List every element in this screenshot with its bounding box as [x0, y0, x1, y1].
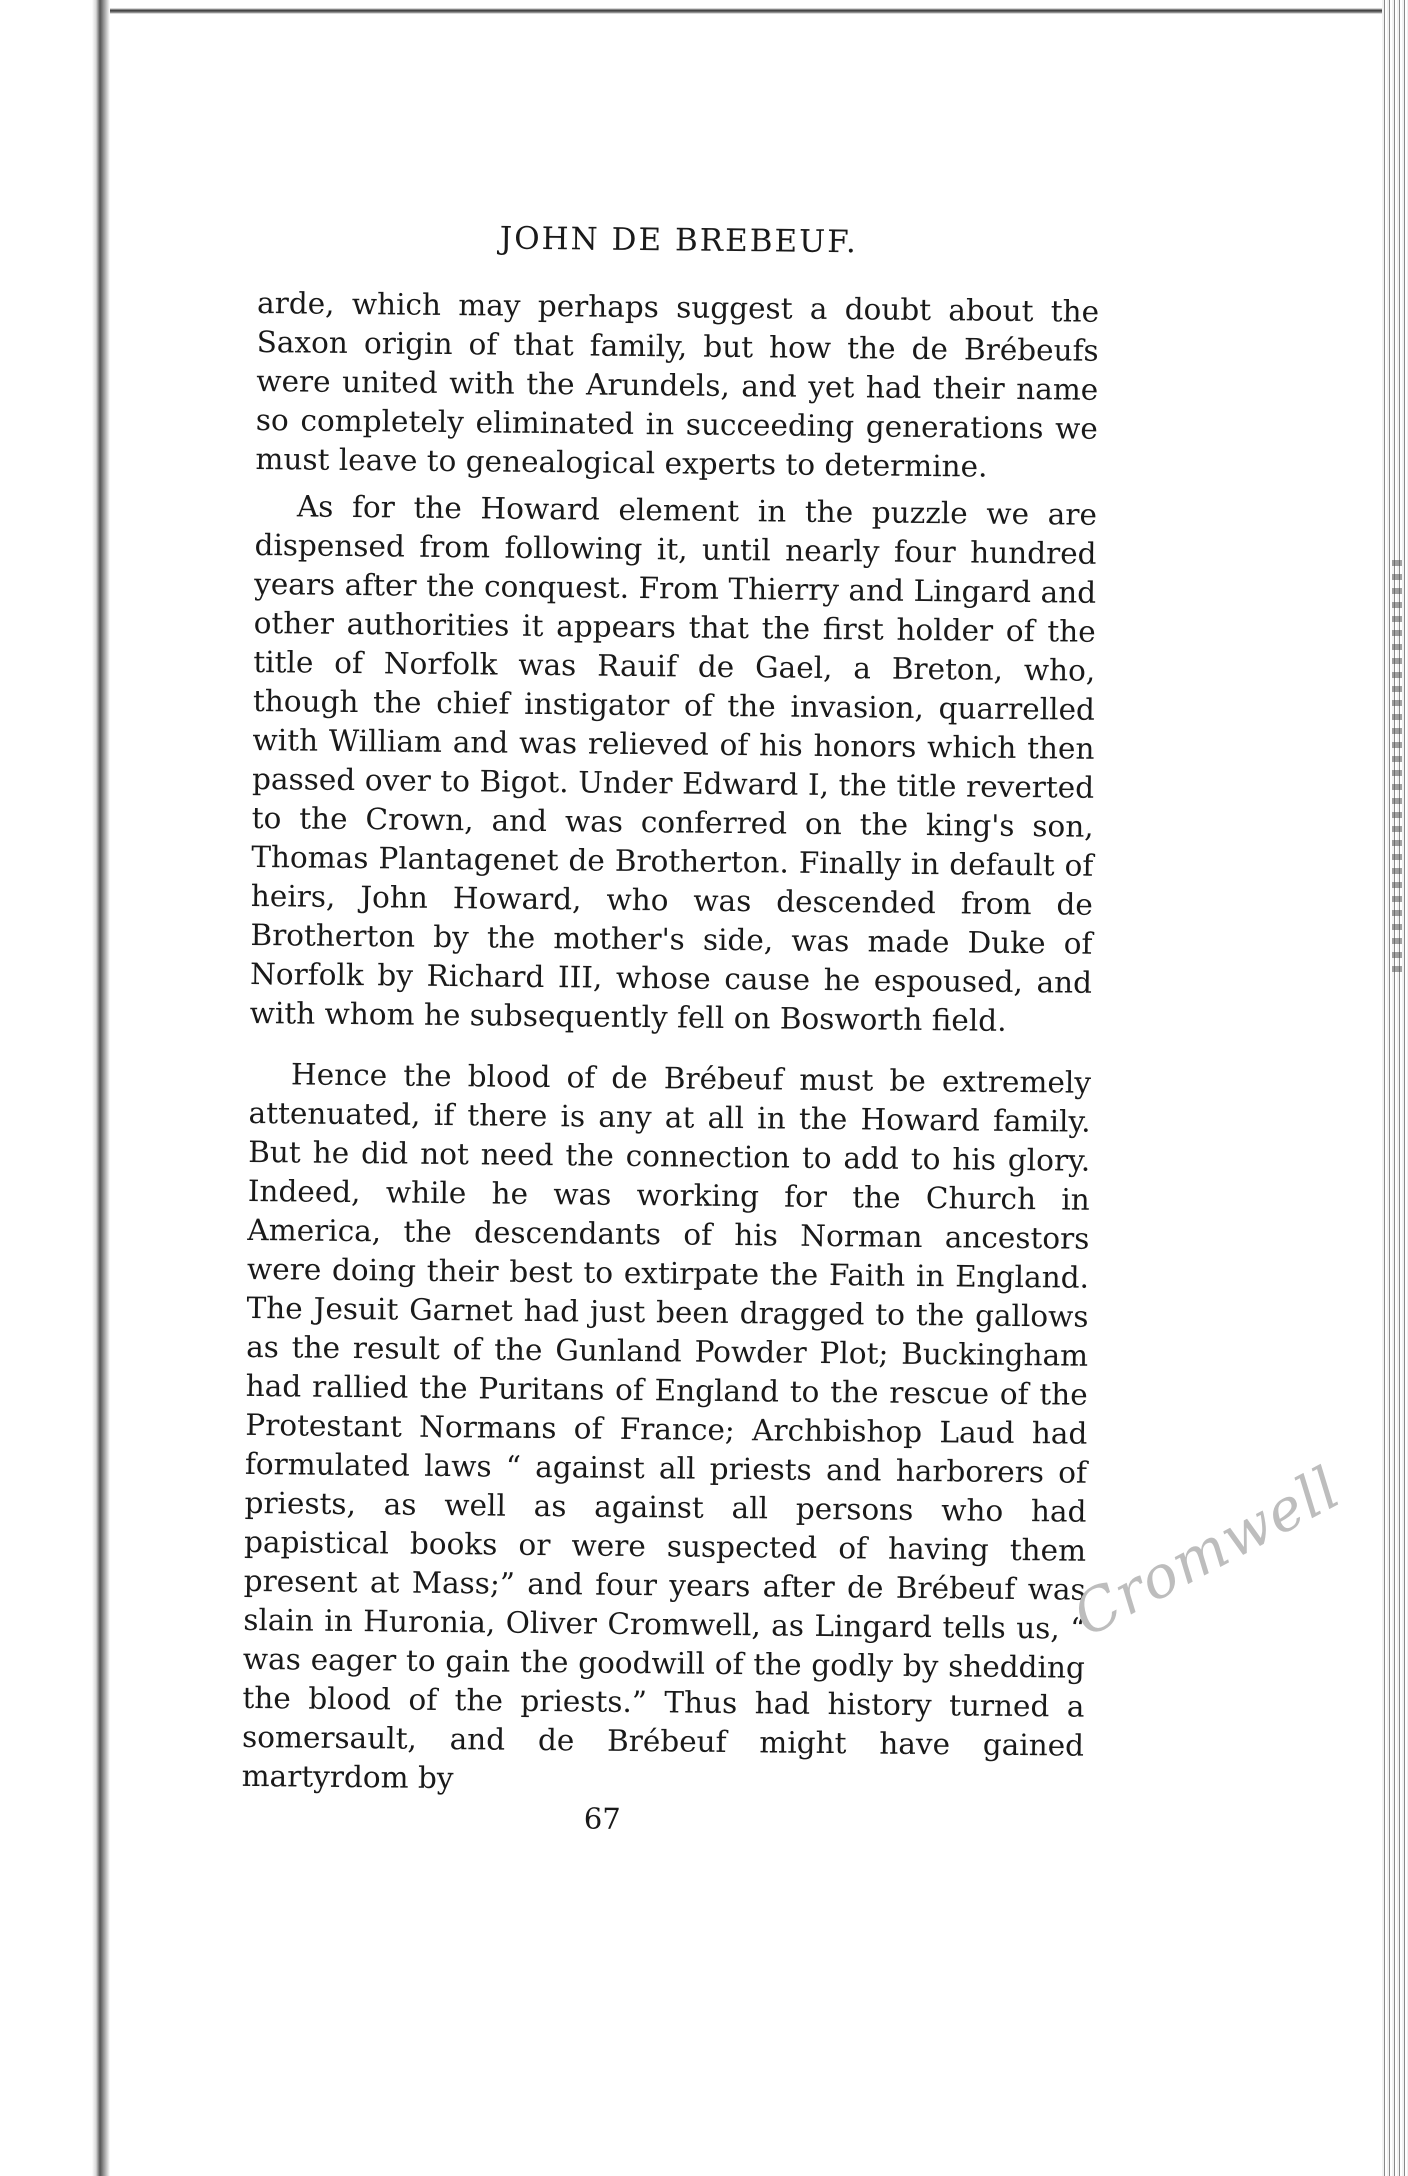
page-top-edge — [110, 8, 1388, 14]
paragraph-3: Hence the blood of de Brébeuf must be extremely attenuated, if there is any at all in the Howard family. But he did not need the connection to add to his glory. Indeed, while he was working for the Church in America, the descendants of his Norman ancestors were doing their best to extirpate the Faith in England. The Jesuit Garnet had just been dragged to the gallows as the result of the Gunland Powder Plot; Buckingham had rallied the Puritans of England to the rescue of the Protestant Normans of France; Archbishop Laud had formulated laws “ against all priests and harborers of priests, as well as against all persons who had papistical books or were suspected of having them present at Mass;” and four years after de Brébeuf was slain in Huronia, Oliver Cromwell, as Lingard tells us, “ was eager to gain the goodwill of the godly by shedding the blood of the priests.” Thus had history turned a somersault, and de Brébeuf might have gained martyrdom by — [241, 1057, 1092, 1796]
paragraph-2: As for the Howard element in the puzzle we are dispensed from following it, until nearly four hundred years after the conquest. From Thierry and Lingard and other authorities it appears that the first holder of the title of Norfolk was Rauif de Gael, a Breton, who, though the chief instigator of the invasion, quarrelled with William and was relieved of his honors which then passed over to Bigot. Under Edward I, the title reverted to the Crown, and was conferred on the king's son, Thomas Plantagenet de Brotherton. Finally in default of heirs, John Howard, who was descended from de Brotherton by the mother's side, was made Duke of Norfolk by Richard III, whose cause he espoused, and with whom he subsequently fell on Bosworth field. — [249, 489, 1098, 1038]
running-head: JOHN DE BREBEUF. — [499, 220, 858, 261]
book-binding-edge — [0, 0, 110, 2176]
paragraph-1: arde, which may perhaps suggest a doubt about the Saxon origin of that family, but how the de Brébeufs were united with the Arundels, and yet had their name so completely eliminated in succeeding generations we must leave to genealogical experts to determine. — [255, 285, 1100, 484]
book-page-edges — [1382, 0, 1408, 2176]
handwritten-margin-note: Cromwell — [1062, 1453, 1351, 1651]
page-edge-marks — [1392, 560, 1402, 980]
page-text-block — [241, 218, 1100, 1841]
page-number: 67 — [583, 1801, 621, 1836]
